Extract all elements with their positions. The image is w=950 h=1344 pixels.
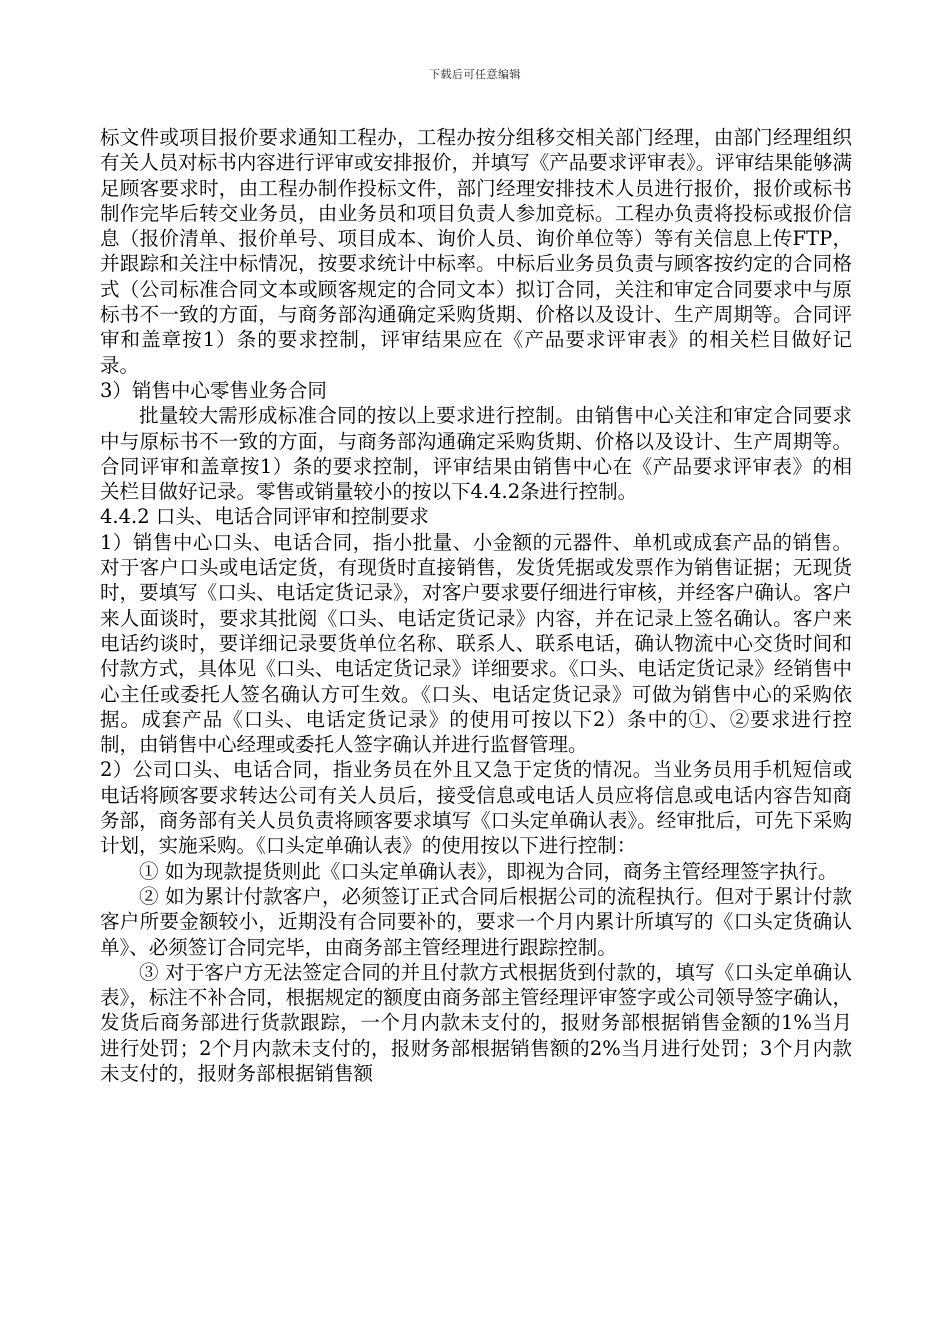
list-item-cumulative-payment: ② 如为累计付款客户，必须签订正式合同后根据公司的流程执行。但对于累计付款客户所要金额较小，近期没有合同要补的，要求一个月内累计所填写的《口头定货确认单》、必须签订合同完毕，由商务部主管经理进行跟踪控制。 [100, 884, 852, 959]
list-item-cash-delivery: ① 如为现款提货则此《口头定单确认表》，即视为合同，商务主管经理签字执行。 [139, 859, 838, 883]
paragraph-bid-contract-process: 标文件或项目报价要求通知工程办，工程办按分组移交相关部门经理，由部门经理组织有关人员对标书内容进行评审或安排报价，并填写《产品要求评审表》。评审结果能够满足顾客要求时，由工程办制作投标文件，部门经理安排技术人员进行报价，报价或标书制作完毕后转交业务员，由业务员和项目负责人参加竞标。工程办负责将投标或报价信息（报价清单、报价单号、项目成本、询价人员、询价单位等）等有关信息上传FTP，并跟踪和关注中标情况，按要求统计中标率。中标后业务员负责与顾客按约定的合同格式（公司标准合同文本或顾客规定的合同文本）拟订合同，关注和审定合同要求中与原标书不一致的方面，与商务部沟通确定采购货期、价格以及设计、生产周期等。合同评审和盖章按1）条的要求控制，评审结果应在《产品要求评审表》的相关栏目做好记录。 [100, 126, 852, 377]
paragraph-company-verbal-contract: 2）公司口头、电话合同，指业务员在外且又急于定货的情况。当业务员用手机短信或电话将顾客要求转达公司有关人员后，接受信息或电话人员应将信息或电话内容告知商务部，商务部有关人员负责将顾客要求填写《口头定单确认表》。经审批后，可先下采购计划，实施采购。《口头定单确认表》的使用按以下进行控制： [100, 758, 852, 858]
section-heading-retail-contract: 3）销售中心零售业务合同 [100, 378, 327, 402]
paragraph-retail-contract: 批量较大需形成标准合同的按以上要求进行控制。由销售中心关注和审定合同要求中与原标书不一致的方面，与商务部沟通确定采购货期、价格以及设计、生产周期等。合同评审和盖章按1）条的要求控制，评审结果由销售中心在《产品要求评审表》的相关栏目做好记录。零售或销量较小的按以下4.4.2条进行控制。 [100, 404, 852, 504]
document-body [100, 125, 852, 1086]
section-heading-verbal-phone-contract: 4.4.2 口头、电话合同评审和控制要求 [100, 505, 429, 529]
paragraph-sales-center-verbal-contract: 1）销售中心口头、电话合同，指小批量、小金额的元器件、单机或成套产品的销售。对于客户口头或电话定货，有现货时直接销售，发货凭据或发票作为销售证据；无现货时，要填写《口头、电话定货记录》，对客户要求要仔细进行审核，并经客户确认。客户来人面谈时，要求其批阅《口头、电话定货记录》内容，并在记录上签名确认。客户来电话约谈时，要详细记录要货单位名称、联系人、联系电话，确认物流中心交货时间和付款方式，具体见《口头、电话定货记录》详细要求。《口头、电话定货记录》经销售中心主任或委托人签名确认方可生效。《口头、电话定货记录》可做为销售中心的采购依据。成套产品《口头、电话定货记录》的使用可按以下2）条中的①、②要求进行控制，由销售中心经理或委托人签字确认并进行监督管理。 [100, 530, 852, 757]
page-header: 下载后可任意编辑 [429, 68, 521, 81]
list-item-cash-on-delivery: ③ 对于客户方无法签定合同的并且付款方式根据货到付款的，填写《口头定单确认表》，标注不补合同，根据规定的额度由商务部主管经理评审签字或公司领导签字确认，发货后商务部进行货款跟踪，一个月内款未支付的，报财务部根据销售金额的1%当月进行处罚；2个月内款未支付的，报财务部根据销售额的2%当月进行处罚；3个月内款未支付的，报财务部根据销售额 [100, 960, 852, 1085]
